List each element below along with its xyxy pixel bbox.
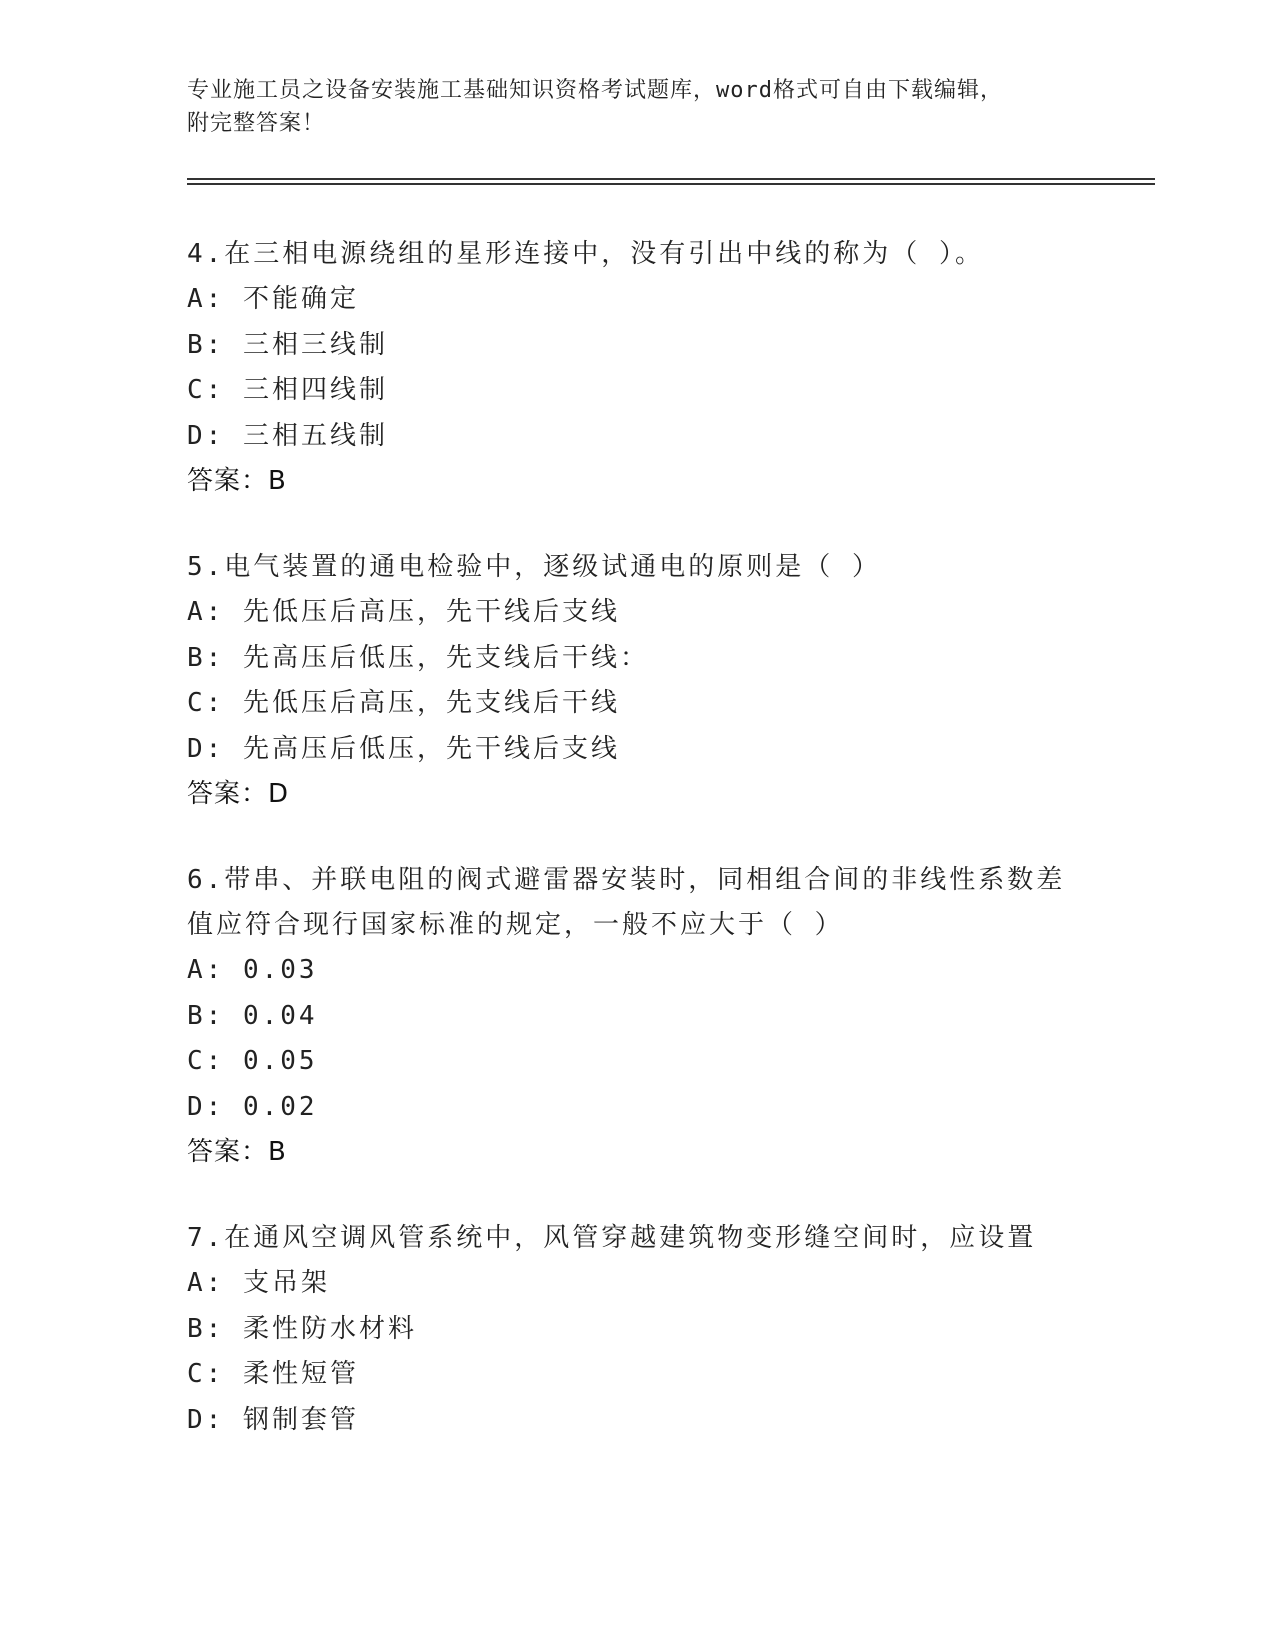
header-divider-bottom — [187, 183, 1155, 185]
question-text: 4.在三相电源绕组的星形连接中，没有引出中线的称为（ ）。 — [187, 239, 984, 269]
option-c: C: 柔性短管 — [187, 1359, 359, 1389]
option-d: D: 钢制套管 — [187, 1404, 359, 1435]
option-b: B: 0.04 — [187, 1000, 318, 1031]
document-header — [187, 74, 1067, 140]
option-c: C: 0.05 — [187, 1046, 318, 1076]
answer-label: 答案：D — [187, 779, 290, 809]
header-line-1: 专业施工员之设备安装施工基础知识资格考试题库，word格式可自由下载编辑， — [187, 78, 1003, 103]
question-5 — [187, 545, 1087, 817]
option-a: A: 先低压后高压，先干线后支线 — [187, 597, 620, 627]
header-line-2: 附完整答案！ — [187, 111, 326, 136]
option-b: B: 先高压后低压，先支线后干线： — [187, 642, 649, 673]
option-a: A: 0.03 — [187, 955, 318, 985]
option-b: B: 三相三线制 — [187, 329, 388, 360]
question-text: 7.在通风空调风管系统中，风管穿越建筑物变形缝空间时，应设置 — [187, 1223, 1037, 1253]
option-d: D: 先高压后低压，先干线后支线 — [187, 733, 620, 764]
question-7 — [187, 1216, 1087, 1443]
question-4 — [187, 232, 1087, 504]
option-c: C: 三相四线制 — [187, 375, 388, 405]
header-divider-top — [187, 178, 1155, 180]
question-text: 6.带串、并联电阻的阀式避雷器安装时，同相组合间的非线性系数差值应符合现行国家标准的规定，一般不应大于（ ） — [187, 865, 1066, 940]
answer-label: 答案：B — [187, 1137, 287, 1167]
option-b: B: 柔性防水材料 — [187, 1313, 417, 1344]
option-d: D: 0.02 — [187, 1091, 318, 1122]
answer-label: 答案：B — [187, 466, 287, 496]
option-c: C: 先低压后高压，先支线后干线 — [187, 688, 620, 718]
question-6 — [187, 858, 1087, 1175]
option-a: A: 支吊架 — [187, 1268, 330, 1298]
question-text: 5.电气装置的通电检验中，逐级试通电的原则是（ ） — [187, 552, 881, 582]
option-a: A: 不能确定 — [187, 284, 359, 314]
question-list — [187, 232, 1087, 1484]
option-d: D: 三相五线制 — [187, 420, 388, 451]
